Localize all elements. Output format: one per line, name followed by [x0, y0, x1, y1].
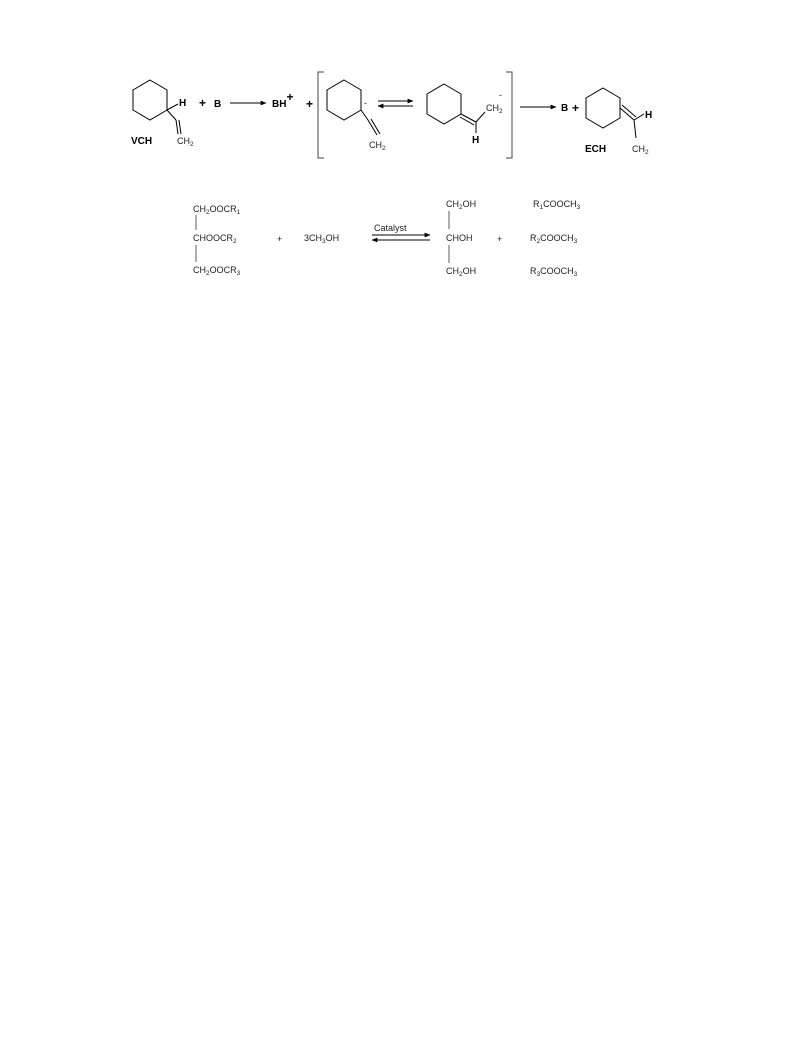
vch-label: VCH — [131, 136, 153, 147]
methanol: $3CH_3OH$ — [304, 233, 340, 245]
vch-double-bond-1 — [176, 120, 178, 134]
anion2-exo-double-bond-1 — [461, 114, 476, 122]
allyl-anion-form-2 — [427, 84, 503, 146]
ech-molecule — [585, 88, 652, 156]
plus-sign: + — [199, 96, 207, 110]
ech-hydrogen: H — [645, 110, 653, 121]
anion1-cyclohexane-ring — [327, 80, 361, 120]
transesterification-reaction — [193, 199, 581, 278]
plus-sign: + — [277, 234, 283, 244]
left-bracket — [318, 72, 324, 158]
triglyceride-row-1: $CH_2OOCR_1$ — [193, 204, 241, 216]
catalyst-label: Catalyst — [374, 223, 407, 233]
methyl-ester-3: $R_3COOCH_3$ — [530, 266, 578, 278]
vch-molecule — [131, 80, 194, 148]
triglyceride — [193, 204, 241, 277]
vch-cyclohexane-ring — [133, 80, 167, 120]
glycerol-row-2: CHOH — [446, 233, 473, 243]
vch-double-bond-2 — [179, 120, 181, 134]
methyl-ester-1: $R_1COOCH_3$ — [533, 199, 581, 211]
anion2-exo-double-bond-2 — [460, 117, 474, 125]
triglyceride-row-2: $CHOOCR_2$ — [193, 233, 237, 245]
anion2-cyclohexane-ring — [427, 84, 461, 124]
fatty-acid-methyl-esters — [530, 199, 581, 278]
vch-terminal-methylene: $CH_2$ — [177, 136, 194, 148]
ech-label: ECH — [585, 144, 607, 155]
methyl-ester-2: $R_2COOCH_3$ — [530, 233, 578, 245]
plus-sign: + — [572, 101, 580, 115]
right-bracket — [506, 72, 512, 158]
ech-methyl-group: $CH_2$ — [632, 144, 649, 156]
plus-sign: + — [497, 234, 503, 244]
plus-sign: + — [306, 97, 314, 111]
glycerol-row-1: $CH_2OH$ — [446, 199, 477, 211]
vch-vinyl-bond — [167, 110, 176, 120]
anion1-charge: - — [364, 98, 367, 108]
anion1-terminal-methylene: $CH_2$ — [369, 140, 386, 152]
anion2-charge: - — [499, 90, 502, 100]
vch-hydrogen: H — [179, 98, 187, 109]
vch-ch-bond — [167, 104, 178, 110]
triglyceride-row-3: $CH_2OOCR_3$ — [193, 265, 241, 277]
ech-cyclohexane-ring — [586, 88, 620, 128]
glycerol — [446, 199, 476, 278]
allyl-anion-form-1 — [327, 80, 386, 152]
glycerol-row-3: $CH_2OH$ — [446, 266, 477, 278]
anion2-carbanion: $CH_2$ — [486, 103, 503, 115]
vinylcyclohexane-isomerization — [131, 72, 652, 158]
anion1-vinyl-bond — [361, 110, 368, 120]
anion2-hydrogen: H — [472, 135, 480, 146]
protonated-base: BH+ — [272, 90, 294, 110]
anion2-ch2-bond — [476, 112, 485, 122]
regenerated-base: B — [561, 103, 569, 114]
base-reactant: B — [214, 99, 222, 110]
ech-methyl-bond — [634, 120, 636, 138]
